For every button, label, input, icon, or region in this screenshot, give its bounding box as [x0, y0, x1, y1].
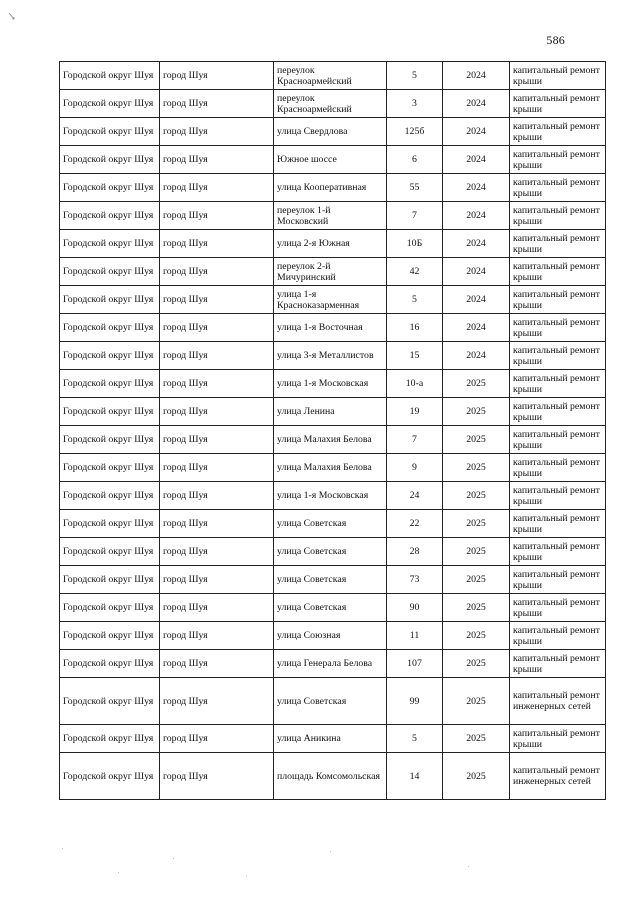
table-row: [60, 725, 606, 753]
year-cell: 2024: [443, 174, 510, 202]
table-row: [60, 650, 606, 678]
city-cell: город Шуя: [160, 566, 274, 594]
work-type-cell: капитальный ремонт крыши: [510, 398, 606, 426]
house-number-cell: 73: [387, 566, 443, 594]
year-cell: 2025: [443, 370, 510, 398]
house-number-cell: 22: [387, 510, 443, 538]
work-type-cell: капитальный ремонт инженерных сетей: [510, 678, 606, 725]
district-cell: Городской округ Шуя: [60, 725, 160, 753]
city-cell: город Шуя: [160, 650, 274, 678]
table-row: [60, 510, 606, 538]
house-number-cell: 5: [387, 725, 443, 753]
scan-speck: [173, 858, 174, 859]
work-type-cell: капитальный ремонт крыши: [510, 230, 606, 258]
city-cell: город Шуя: [160, 146, 274, 174]
district-cell: Городской округ Шуя: [60, 230, 160, 258]
year-cell: 2025: [443, 725, 510, 753]
year-cell: 2024: [443, 314, 510, 342]
street-cell: улица 1-я Восточная: [274, 314, 387, 342]
street-cell: улица Советская: [274, 566, 387, 594]
work-type-cell: капитальный ремонт крыши: [510, 622, 606, 650]
street-cell: улица 3-я Металлистов: [274, 342, 387, 370]
district-cell: Городской округ Шуя: [60, 314, 160, 342]
city-cell: город Шуя: [160, 370, 274, 398]
district-cell: Городской округ Шуя: [60, 342, 160, 370]
page-number: 586: [546, 33, 565, 47]
scan-speck: [468, 866, 469, 867]
district-cell: Городской округ Шуя: [60, 566, 160, 594]
scan-speck: [330, 851, 331, 852]
city-cell: город Шуя: [160, 753, 274, 800]
year-cell: 2025: [443, 398, 510, 426]
street-cell: улица Генерала Белова: [274, 650, 387, 678]
work-type-cell: капитальный ремонт крыши: [510, 725, 606, 753]
house-number-cell: 107: [387, 650, 443, 678]
city-cell: город Шуя: [160, 118, 274, 146]
city-cell: город Шуя: [160, 398, 274, 426]
house-number-cell: 28: [387, 538, 443, 566]
city-cell: город Шуя: [160, 258, 274, 286]
street-cell: улица 2-я Южная: [274, 230, 387, 258]
year-cell: 2024: [443, 202, 510, 230]
house-number-cell: 11: [387, 622, 443, 650]
house-number-cell: 15: [387, 342, 443, 370]
district-cell: Городской округ Шуя: [60, 202, 160, 230]
city-cell: город Шуя: [160, 230, 274, 258]
city-cell: город Шуя: [160, 286, 274, 314]
house-number-cell: 7: [387, 426, 443, 454]
work-type-cell: капитальный ремонт крыши: [510, 510, 606, 538]
street-cell: площадь Комсомольская: [274, 753, 387, 800]
scan-speck: [62, 848, 63, 849]
street-cell: улица Малахия Белова: [274, 426, 387, 454]
house-number-cell: 19: [387, 398, 443, 426]
street-cell: улица Советская: [274, 594, 387, 622]
house-number-cell: 6: [387, 146, 443, 174]
city-cell: город Шуя: [160, 174, 274, 202]
year-cell: 2024: [443, 146, 510, 174]
work-type-cell: капитальный ремонт крыши: [510, 258, 606, 286]
district-cell: Городской округ Шуя: [60, 538, 160, 566]
table-row: [60, 622, 606, 650]
district-cell: Городской округ Шуя: [60, 398, 160, 426]
house-number-cell: 7: [387, 202, 443, 230]
city-cell: город Шуя: [160, 482, 274, 510]
table-row: [60, 118, 606, 146]
street-cell: улица Советская: [274, 510, 387, 538]
work-type-cell: капитальный ремонт крыши: [510, 370, 606, 398]
year-cell: 2025: [443, 622, 510, 650]
work-type-cell: капитальный ремонт крыши: [510, 342, 606, 370]
house-number-cell: 10Б: [387, 230, 443, 258]
district-cell: Городской округ Шуя: [60, 753, 160, 800]
house-number-cell: 16: [387, 314, 443, 342]
house-number-cell: 14: [387, 753, 443, 800]
table-row: [60, 594, 606, 622]
work-type-cell: капитальный ремонт крыши: [510, 650, 606, 678]
house-number-cell: 5: [387, 62, 443, 90]
table-row: [60, 62, 606, 90]
house-number-cell: 9: [387, 454, 443, 482]
year-cell: 2025: [443, 454, 510, 482]
district-cell: Городской округ Шуя: [60, 510, 160, 538]
year-cell: 2024: [443, 286, 510, 314]
year-cell: 2024: [443, 90, 510, 118]
house-number-cell: 10-а: [387, 370, 443, 398]
house-number-cell: 55: [387, 174, 443, 202]
house-number-cell: 24: [387, 482, 443, 510]
district-cell: Городской округ Шуя: [60, 426, 160, 454]
repair-schedule-table: [59, 61, 606, 800]
table-row: [60, 258, 606, 286]
table-row: [60, 146, 606, 174]
table-row: [60, 398, 606, 426]
work-type-cell: капитальный ремонт инженерных сетей: [510, 753, 606, 800]
street-cell: улица Ленина: [274, 398, 387, 426]
table-row: [60, 342, 606, 370]
work-type-cell: капитальный ремонт крыши: [510, 566, 606, 594]
table-row: [60, 482, 606, 510]
house-number-cell: 99: [387, 678, 443, 725]
district-cell: Городской округ Шуя: [60, 678, 160, 725]
table-row: [60, 454, 606, 482]
work-type-cell: капитальный ремонт крыши: [510, 62, 606, 90]
house-number-cell: 3: [387, 90, 443, 118]
house-number-cell: 125б: [387, 118, 443, 146]
street-cell: улица 1-я Московская: [274, 482, 387, 510]
table-row: [60, 538, 606, 566]
work-type-cell: капитальный ремонт крыши: [510, 146, 606, 174]
street-cell: улица Советская: [274, 678, 387, 725]
district-cell: Городской округ Шуя: [60, 258, 160, 286]
street-cell: улица Малахия Белова: [274, 454, 387, 482]
district-cell: Городской округ Шуя: [60, 454, 160, 482]
year-cell: 2025: [443, 566, 510, 594]
street-cell: улица Советская: [274, 538, 387, 566]
city-cell: город Шуя: [160, 725, 274, 753]
year-cell: 2025: [443, 678, 510, 725]
house-number-cell: 90: [387, 594, 443, 622]
street-cell: улица Кооперативная: [274, 174, 387, 202]
district-cell: Городской округ Шуя: [60, 118, 160, 146]
table-row: [60, 90, 606, 118]
scan-corner-mark: [8, 12, 16, 22]
district-cell: Городской округ Шуя: [60, 622, 160, 650]
table-row: [60, 566, 606, 594]
city-cell: город Шуя: [160, 426, 274, 454]
table-row: [60, 370, 606, 398]
table-row: [60, 230, 606, 258]
street-cell: переулок Красноармейский: [274, 90, 387, 118]
work-type-cell: капитальный ремонт крыши: [510, 118, 606, 146]
district-cell: Городской округ Шуя: [60, 174, 160, 202]
year-cell: 2025: [443, 538, 510, 566]
house-number-cell: 5: [387, 286, 443, 314]
city-cell: город Шуя: [160, 202, 274, 230]
city-cell: город Шуя: [160, 62, 274, 90]
work-type-cell: капитальный ремонт крыши: [510, 90, 606, 118]
street-cell: переулок Красноармейский: [274, 62, 387, 90]
year-cell: 2024: [443, 118, 510, 146]
district-cell: Городской округ Шуя: [60, 482, 160, 510]
year-cell: 2024: [443, 62, 510, 90]
house-number-cell: 42: [387, 258, 443, 286]
table-row: [60, 174, 606, 202]
table-row: [60, 753, 606, 800]
district-cell: Городской округ Шуя: [60, 62, 160, 90]
street-cell: переулок 1-й Московский: [274, 202, 387, 230]
year-cell: 2024: [443, 258, 510, 286]
year-cell: 2025: [443, 650, 510, 678]
street-cell: переулок 2-й Мичуринский: [274, 258, 387, 286]
street-cell: улица 1-я Красноказарменная: [274, 286, 387, 314]
work-type-cell: капитальный ремонт крыши: [510, 482, 606, 510]
district-cell: Городской округ Шуя: [60, 650, 160, 678]
city-cell: город Шуя: [160, 678, 274, 725]
scan-speck: [246, 876, 247, 877]
table-row: [60, 202, 606, 230]
city-cell: город Шуя: [160, 454, 274, 482]
district-cell: Городской округ Шуя: [60, 90, 160, 118]
work-type-cell: капитальный ремонт крыши: [510, 594, 606, 622]
year-cell: 2025: [443, 482, 510, 510]
street-cell: улица Союзная: [274, 622, 387, 650]
district-cell: Городской округ Шуя: [60, 594, 160, 622]
year-cell: 2025: [443, 753, 510, 800]
city-cell: город Шуя: [160, 594, 274, 622]
table-row: [60, 286, 606, 314]
work-type-cell: капитальный ремонт крыши: [510, 202, 606, 230]
table-row: [60, 426, 606, 454]
year-cell: 2025: [443, 594, 510, 622]
year-cell: 2024: [443, 230, 510, 258]
work-type-cell: капитальный ремонт крыши: [510, 538, 606, 566]
year-cell: 2025: [443, 510, 510, 538]
street-cell: улица Свердлова: [274, 118, 387, 146]
district-cell: Городской округ Шуя: [60, 146, 160, 174]
street-cell: улица 1-я Московская: [274, 370, 387, 398]
table-row: [60, 314, 606, 342]
city-cell: город Шуя: [160, 342, 274, 370]
city-cell: город Шуя: [160, 314, 274, 342]
district-cell: Городской округ Шуя: [60, 286, 160, 314]
city-cell: город Шуя: [160, 90, 274, 118]
work-type-cell: капитальный ремонт крыши: [510, 426, 606, 454]
scan-speck: [118, 872, 119, 873]
street-cell: Южное шоссе: [274, 146, 387, 174]
work-type-cell: капитальный ремонт крыши: [510, 174, 606, 202]
work-type-cell: капитальный ремонт крыши: [510, 454, 606, 482]
year-cell: 2025: [443, 426, 510, 454]
city-cell: город Шуя: [160, 538, 274, 566]
work-type-cell: капитальный ремонт крыши: [510, 286, 606, 314]
table-row: [60, 678, 606, 725]
street-cell: улица Аникина: [274, 725, 387, 753]
city-cell: город Шуя: [160, 510, 274, 538]
year-cell: 2024: [443, 342, 510, 370]
work-type-cell: капитальный ремонт крыши: [510, 314, 606, 342]
city-cell: город Шуя: [160, 622, 274, 650]
district-cell: Городской округ Шуя: [60, 370, 160, 398]
